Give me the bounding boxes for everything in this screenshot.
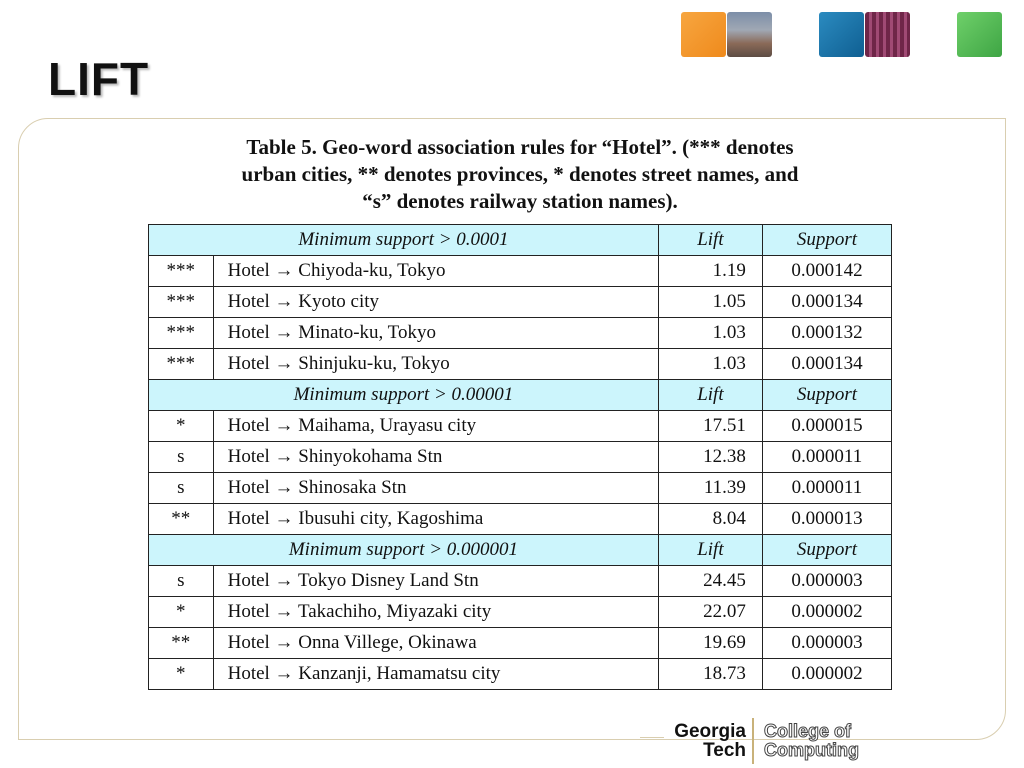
location-type-mark: *** <box>149 256 214 287</box>
association-rule: Hotel → Tokyo Disney Land Stn <box>213 566 658 597</box>
support-value: 0.000002 <box>762 597 891 628</box>
lift-column-header: Lift <box>658 380 762 411</box>
lift-value: 12.38 <box>658 442 762 473</box>
georgia-tech-wordmark: Georgia Tech <box>674 721 746 761</box>
association-rule: Hotel → Shinjuku-ku, Tokyo <box>213 349 658 380</box>
section-header-row <box>149 225 892 256</box>
association-rules-table <box>148 224 892 690</box>
blue-tile <box>819 12 864 57</box>
association-rule: Hotel → Minato-ku, Tokyo <box>213 318 658 349</box>
caption-line: Table 5. Geo-word association rules for “Hotel”. (*** denotes <box>246 135 794 159</box>
support-value: 0.000134 <box>762 287 891 318</box>
support-column-header: Support <box>762 225 891 256</box>
support-value: 0.000002 <box>762 659 891 690</box>
table-row <box>149 349 892 380</box>
green-tile <box>957 12 1002 57</box>
support-value: 0.000132 <box>762 318 891 349</box>
min-support-label: Minimum support > 0.0001 <box>149 225 659 256</box>
location-type-mark: *** <box>149 318 214 349</box>
support-value: 0.000011 <box>762 473 891 504</box>
georgia-tech-logo <box>658 718 888 766</box>
lift-value: 17.51 <box>658 411 762 442</box>
association-rule: Hotel → Shinosaka Stn <box>213 473 658 504</box>
location-type-mark: s <box>149 566 214 597</box>
association-rule: Hotel → Ibusuhi city, Kagoshima <box>213 504 658 535</box>
circuit-photo-tile <box>865 12 910 57</box>
lift-value: 1.19 <box>658 256 762 287</box>
slide-title: LIFT <box>48 53 150 105</box>
orange-tile <box>681 12 726 57</box>
association-rule: Hotel → Maihama, Urayasu city <box>213 411 658 442</box>
support-value: 0.000134 <box>762 349 891 380</box>
location-type-mark: * <box>149 597 214 628</box>
support-value: 0.000015 <box>762 411 891 442</box>
table-row <box>149 442 892 473</box>
lift-value: 22.07 <box>658 597 762 628</box>
table-row <box>149 566 892 597</box>
table-row <box>149 504 892 535</box>
lift-column-header: Lift <box>658 535 762 566</box>
lift-value: 8.04 <box>658 504 762 535</box>
min-support-label: Minimum support > 0.000001 <box>149 535 659 566</box>
support-value: 0.000011 <box>762 442 891 473</box>
min-support-label: Minimum support > 0.00001 <box>149 380 659 411</box>
association-rule: Hotel → Onna Villege, Okinawa <box>213 628 658 659</box>
lift-value: 1.03 <box>658 349 762 380</box>
college-of-computing-wordmark: College of Computing <box>764 721 859 760</box>
table-row <box>149 411 892 442</box>
location-type-mark: ** <box>149 628 214 659</box>
location-type-mark: * <box>149 411 214 442</box>
campus-photo-tile <box>727 12 772 57</box>
section-header-row <box>149 535 892 566</box>
association-rule: Hotel → Kyoto city <box>213 287 658 318</box>
support-value: 0.000003 <box>762 628 891 659</box>
association-rule: Hotel → Chiyoda-ku, Tokyo <box>213 256 658 287</box>
caption-line: “s” denotes railway station names). <box>362 189 678 213</box>
location-type-mark: s <box>149 473 214 504</box>
lift-column-header: Lift <box>658 225 762 256</box>
caption-line: urban cities, ** denotes provinces, * denotes street names, and <box>241 162 799 186</box>
association-rule: Hotel → Shinyokohama Stn <box>213 442 658 473</box>
table-row <box>149 287 892 318</box>
header-image-tiles <box>0 12 1024 58</box>
table-row <box>149 256 892 287</box>
support-column-header: Support <box>762 535 891 566</box>
table-caption <box>150 134 890 215</box>
lift-value: 18.73 <box>658 659 762 690</box>
location-type-mark: s <box>149 442 214 473</box>
lift-value: 1.03 <box>658 318 762 349</box>
lift-value: 1.05 <box>658 287 762 318</box>
table-row <box>149 318 892 349</box>
location-type-mark: ** <box>149 504 214 535</box>
support-value: 0.000013 <box>762 504 891 535</box>
lift-value: 24.45 <box>658 566 762 597</box>
association-rule: Hotel → Takachiho, Miyazaki city <box>213 597 658 628</box>
location-type-mark: *** <box>149 287 214 318</box>
table-row <box>149 628 892 659</box>
location-type-mark: * <box>149 659 214 690</box>
logo-divider <box>752 718 754 764</box>
table-row <box>149 659 892 690</box>
lift-value: 11.39 <box>658 473 762 504</box>
support-value: 0.000003 <box>762 566 891 597</box>
lift-value: 19.69 <box>658 628 762 659</box>
support-column-header: Support <box>762 380 891 411</box>
association-rule: Hotel → Kanzanji, Hamamatsu city <box>213 659 658 690</box>
section-header-row <box>149 380 892 411</box>
support-value: 0.000142 <box>762 256 891 287</box>
table-row <box>149 597 892 628</box>
table-row <box>149 473 892 504</box>
location-type-mark: *** <box>149 349 214 380</box>
